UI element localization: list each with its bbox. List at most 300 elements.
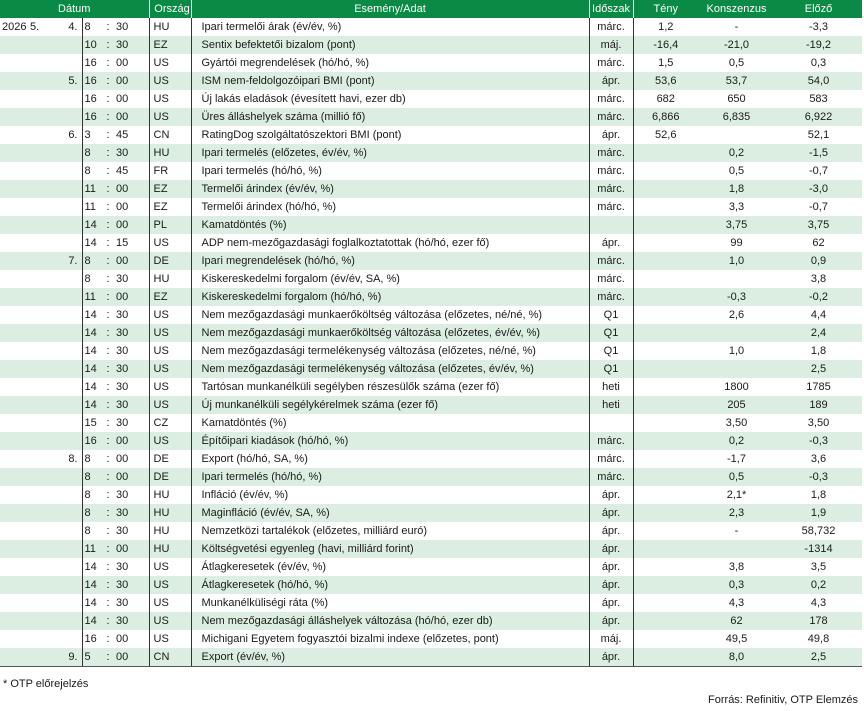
- cell-event: Gyártói megrendelések (hó/hó, %): [191, 54, 589, 72]
- header-previous: Előző: [775, 0, 862, 18]
- cell-previous: -0,2: [775, 288, 862, 306]
- cell-actual: [633, 288, 698, 306]
- cell-actual: 1,5: [633, 54, 698, 72]
- cell-hour: 8: [82, 144, 102, 162]
- cell-hour: 8: [82, 522, 102, 540]
- cell-consensus: 6,835: [698, 108, 775, 126]
- table-row: [0, 126, 862, 144]
- cell-time-separator: :: [102, 648, 114, 667]
- cell-country: US: [149, 432, 191, 450]
- cell-month: [28, 288, 54, 306]
- cell-time-separator: :: [102, 486, 114, 504]
- cell-day: 7.: [54, 252, 82, 270]
- cell-previous: 0,3: [775, 54, 862, 72]
- cell-hour: 11: [82, 540, 102, 558]
- cell-minute: 30: [114, 558, 149, 576]
- source-note: Forrás: Refinitiv, OTP Elemzés: [708, 694, 858, 706]
- cell-time-separator: :: [102, 414, 114, 432]
- cell-actual: [633, 540, 698, 558]
- table-header-row: [0, 0, 862, 18]
- cell-day: [54, 198, 82, 216]
- cell-previous: 62: [775, 234, 862, 252]
- table-row: [0, 324, 862, 342]
- cell-day: [54, 486, 82, 504]
- cell-time-separator: :: [102, 378, 114, 396]
- header-period: Időszak: [589, 0, 633, 18]
- cell-event: Sentix befektetői bizalom (pont): [191, 36, 589, 54]
- cell-year: [0, 162, 28, 180]
- cell-country: US: [149, 576, 191, 594]
- cell-hour: 14: [82, 558, 102, 576]
- table-row: [0, 522, 862, 540]
- cell-hour: 16: [82, 630, 102, 648]
- cell-actual: [633, 594, 698, 612]
- cell-minute: 30: [114, 486, 149, 504]
- cell-minute: 30: [114, 504, 149, 522]
- cell-month: [28, 540, 54, 558]
- cell-month: [28, 414, 54, 432]
- cell-hour: 14: [82, 216, 102, 234]
- cell-day: [54, 630, 82, 648]
- cell-country: US: [149, 306, 191, 324]
- cell-consensus: [698, 270, 775, 288]
- cell-minute: 30: [114, 522, 149, 540]
- cell-country: HU: [149, 144, 191, 162]
- table-row: [0, 180, 862, 198]
- cell-month: [28, 504, 54, 522]
- cell-year: [0, 468, 28, 486]
- cell-minute: 00: [114, 288, 149, 306]
- cell-time-separator: :: [102, 126, 114, 144]
- cell-country: EZ: [149, 36, 191, 54]
- table-row: [0, 270, 862, 288]
- cell-period: ápr.: [589, 594, 633, 612]
- cell-year: [0, 450, 28, 468]
- cell-period: ápr.: [589, 558, 633, 576]
- cell-month: [28, 324, 54, 342]
- cell-actual: [633, 252, 698, 270]
- cell-previous: 3,75: [775, 216, 862, 234]
- cell-minute: 15: [114, 234, 149, 252]
- table-row: [0, 36, 862, 54]
- cell-consensus: [698, 324, 775, 342]
- cell-time-separator: :: [102, 36, 114, 54]
- cell-minute: 30: [114, 360, 149, 378]
- cell-minute: 30: [114, 378, 149, 396]
- cell-year: [0, 522, 28, 540]
- cell-consensus: 49,5: [698, 630, 775, 648]
- cell-month: [28, 342, 54, 360]
- cell-period: márc.: [589, 450, 633, 468]
- cell-minute: 30: [114, 270, 149, 288]
- cell-event: Nem mezőgazdasági termelékenység változása (előzetes, né/né, %): [191, 342, 589, 360]
- cell-hour: 16: [82, 72, 102, 90]
- cell-year: [0, 324, 28, 342]
- cell-time-separator: :: [102, 504, 114, 522]
- cell-year: [0, 252, 28, 270]
- cell-time-separator: :: [102, 576, 114, 594]
- cell-event: Nem mezőgazdasági álláshelyek változása (hó/hó, ezer db): [191, 612, 589, 630]
- cell-actual: [633, 324, 698, 342]
- cell-day: [54, 378, 82, 396]
- cell-year: [0, 360, 28, 378]
- cell-month: [28, 270, 54, 288]
- cell-actual: [633, 360, 698, 378]
- table-row: [0, 90, 862, 108]
- cell-year: [0, 540, 28, 558]
- cell-year: [0, 414, 28, 432]
- cell-country: PL: [149, 216, 191, 234]
- cell-actual: [633, 270, 698, 288]
- footnote: * OTP előrejelzés: [3, 678, 89, 690]
- cell-minute: 30: [114, 414, 149, 432]
- cell-hour: 15: [82, 414, 102, 432]
- cell-consensus: 0,2: [698, 144, 775, 162]
- cell-day: [54, 36, 82, 54]
- cell-country: HU: [149, 522, 191, 540]
- cell-event: Nemzetközi tartalékok (előzetes, milliárd euró): [191, 522, 589, 540]
- cell-minute: 00: [114, 252, 149, 270]
- table-row: [0, 630, 862, 648]
- header-actual: Tény: [633, 0, 698, 18]
- cell-period: Q1: [589, 324, 633, 342]
- cell-day: [54, 306, 82, 324]
- cell-hour: 11: [82, 180, 102, 198]
- cell-day: 5.: [54, 72, 82, 90]
- cell-previous: 189: [775, 396, 862, 414]
- table-row: [0, 594, 862, 612]
- cell-time-separator: :: [102, 18, 114, 36]
- cell-period: Q1: [589, 306, 633, 324]
- cell-consensus: [698, 540, 775, 558]
- cell-month: [28, 180, 54, 198]
- cell-minute: 30: [114, 324, 149, 342]
- cell-period: ápr.: [589, 72, 633, 90]
- table-row: [0, 216, 862, 234]
- cell-country: US: [149, 108, 191, 126]
- cell-minute: 00: [114, 468, 149, 486]
- cell-event: Kiskereskedelmi forgalom (év/év, SA, %): [191, 270, 589, 288]
- cell-event: Építőipari kiadások (hó/hó, %): [191, 432, 589, 450]
- table-row: [0, 252, 862, 270]
- cell-previous: 4,4: [775, 306, 862, 324]
- cell-hour: 16: [82, 108, 102, 126]
- cell-consensus: 0,5: [698, 162, 775, 180]
- cell-previous: 583: [775, 90, 862, 108]
- table-row: [0, 234, 862, 252]
- cell-minute: 45: [114, 126, 149, 144]
- cell-time-separator: :: [102, 54, 114, 72]
- table-row: [0, 198, 862, 216]
- cell-month: [28, 396, 54, 414]
- cell-consensus: 3,8: [698, 558, 775, 576]
- table-row: [0, 414, 862, 432]
- cell-day: [54, 270, 82, 288]
- cell-event: Michigani Egyetem fogyasztói bizalmi indexe (előzetes, pont): [191, 630, 589, 648]
- cell-previous: 3,5: [775, 558, 862, 576]
- cell-time-separator: :: [102, 342, 114, 360]
- cell-event: Maginfláció (év/év, SA, %): [191, 504, 589, 522]
- cell-hour: 16: [82, 432, 102, 450]
- cell-country: DE: [149, 450, 191, 468]
- cell-country: HU: [149, 18, 191, 36]
- cell-day: [54, 342, 82, 360]
- cell-month: [28, 36, 54, 54]
- cell-year: [0, 288, 28, 306]
- cell-minute: 00: [114, 72, 149, 90]
- cell-previous: 1,8: [775, 342, 862, 360]
- cell-consensus: -: [698, 18, 775, 36]
- cell-minute: 30: [114, 576, 149, 594]
- cell-previous: -0,7: [775, 162, 862, 180]
- cell-country: DE: [149, 468, 191, 486]
- cell-period: ápr.: [589, 504, 633, 522]
- cell-consensus: 2,1*: [698, 486, 775, 504]
- cell-event: Új lakás eladások (évesített havi, ezer db): [191, 90, 589, 108]
- cell-country: US: [149, 324, 191, 342]
- cell-consensus: -: [698, 522, 775, 540]
- cell-hour: 16: [82, 54, 102, 72]
- cell-year: [0, 126, 28, 144]
- cell-event: Átlagkeresetek (hó/hó, %): [191, 576, 589, 594]
- cell-country: EZ: [149, 180, 191, 198]
- cell-consensus: 1,0: [698, 252, 775, 270]
- cell-consensus: 3,75: [698, 216, 775, 234]
- cell-consensus: 8,0: [698, 648, 775, 667]
- cell-country: CN: [149, 126, 191, 144]
- cell-previous: 178: [775, 612, 862, 630]
- cell-actual: [633, 576, 698, 594]
- cell-day: [54, 612, 82, 630]
- table-row: [0, 504, 862, 522]
- cell-consensus: 0,5: [698, 54, 775, 72]
- cell-day: [54, 162, 82, 180]
- cell-day: [54, 216, 82, 234]
- cell-country: HU: [149, 486, 191, 504]
- cell-actual: [633, 612, 698, 630]
- cell-hour: 14: [82, 360, 102, 378]
- cell-year: [0, 90, 28, 108]
- cell-year: [0, 486, 28, 504]
- cell-hour: 14: [82, 612, 102, 630]
- cell-actual: [633, 648, 698, 667]
- cell-time-separator: :: [102, 360, 114, 378]
- cell-minute: 00: [114, 432, 149, 450]
- cell-period: márc.: [589, 180, 633, 198]
- cell-year: [0, 342, 28, 360]
- cell-month: [28, 450, 54, 468]
- cell-day: [54, 558, 82, 576]
- cell-previous: 2,4: [775, 324, 862, 342]
- cell-minute: 30: [114, 36, 149, 54]
- cell-minute: 00: [114, 630, 149, 648]
- cell-time-separator: :: [102, 252, 114, 270]
- cell-month: [28, 144, 54, 162]
- cell-previous: 0,9: [775, 252, 862, 270]
- cell-time-separator: :: [102, 234, 114, 252]
- cell-country: EZ: [149, 198, 191, 216]
- cell-time-separator: :: [102, 522, 114, 540]
- cell-event: Ipari termelés (előzetes, év/év, %): [191, 144, 589, 162]
- cell-actual: 1,2: [633, 18, 698, 36]
- cell-country: HU: [149, 270, 191, 288]
- table-row: [0, 468, 862, 486]
- cell-event: Export (év/év, %): [191, 648, 589, 667]
- table-row: [0, 450, 862, 468]
- cell-time-separator: :: [102, 450, 114, 468]
- cell-day: [54, 288, 82, 306]
- cell-country: US: [149, 360, 191, 378]
- cell-actual: [633, 378, 698, 396]
- cell-previous: 1,9: [775, 504, 862, 522]
- cell-period: heti: [589, 378, 633, 396]
- cell-consensus: 0,5: [698, 468, 775, 486]
- cell-period: márc.: [589, 18, 633, 36]
- cell-actual: [633, 162, 698, 180]
- cell-actual: [633, 180, 698, 198]
- cell-day: [54, 540, 82, 558]
- cell-event: Nem mezőgazdasági munkaerőköltség változása (előzetes, év/év, %): [191, 324, 589, 342]
- cell-time-separator: :: [102, 288, 114, 306]
- cell-month: [28, 594, 54, 612]
- cell-year: [0, 54, 28, 72]
- cell-consensus: -1,7: [698, 450, 775, 468]
- cell-consensus: 3,3: [698, 198, 775, 216]
- cell-consensus: 0,2: [698, 432, 775, 450]
- cell-consensus: [698, 126, 775, 144]
- cell-year: [0, 108, 28, 126]
- cell-day: [54, 504, 82, 522]
- cell-period: márc.: [589, 162, 633, 180]
- cell-previous: -1,5: [775, 144, 862, 162]
- cell-country: US: [149, 72, 191, 90]
- cell-hour: 14: [82, 234, 102, 252]
- cell-actual: [633, 450, 698, 468]
- cell-previous: 2,5: [775, 648, 862, 667]
- cell-period: ápr.: [589, 540, 633, 558]
- cell-month: [28, 90, 54, 108]
- cell-hour: 11: [82, 198, 102, 216]
- cell-consensus: 3,50: [698, 414, 775, 432]
- cell-time-separator: :: [102, 198, 114, 216]
- cell-time-separator: :: [102, 432, 114, 450]
- cell-consensus: 2,6: [698, 306, 775, 324]
- cell-event: Nem mezőgazdasági munkaerőköltség változása (előzetes, né/né, %): [191, 306, 589, 324]
- cell-month: [28, 612, 54, 630]
- cell-month: [28, 648, 54, 667]
- table-row: [0, 288, 862, 306]
- cell-event: Munkanélküliségi ráta (%): [191, 594, 589, 612]
- cell-country: FR: [149, 162, 191, 180]
- cell-event: Ipari megrendelések (hó/hó, %): [191, 252, 589, 270]
- cell-event: Tartósan munkanélküli segélyben részesülők száma (ezer fő): [191, 378, 589, 396]
- cell-hour: 8: [82, 18, 102, 36]
- cell-day: [54, 180, 82, 198]
- cell-period: ápr.: [589, 126, 633, 144]
- cell-previous: 58,732: [775, 522, 862, 540]
- cell-minute: 45: [114, 162, 149, 180]
- cell-period: márc.: [589, 198, 633, 216]
- cell-actual: [633, 630, 698, 648]
- cell-year: [0, 648, 28, 667]
- cell-year: [0, 234, 28, 252]
- cell-actual: [633, 306, 698, 324]
- cell-consensus: 4,3: [698, 594, 775, 612]
- header-consensus: Konszenzus: [698, 0, 775, 18]
- cell-previous: -3,0: [775, 180, 862, 198]
- cell-day: [54, 576, 82, 594]
- cell-minute: 30: [114, 342, 149, 360]
- cell-hour: 16: [82, 90, 102, 108]
- cell-country: US: [149, 234, 191, 252]
- cell-year: [0, 180, 28, 198]
- cell-actual: [633, 342, 698, 360]
- cell-event: Ipari termelés (hó/hó, %): [191, 468, 589, 486]
- cell-time-separator: :: [102, 162, 114, 180]
- cell-period: márc.: [589, 468, 633, 486]
- cell-time-separator: :: [102, 540, 114, 558]
- cell-country: US: [149, 378, 191, 396]
- cell-period: ápr.: [589, 612, 633, 630]
- cell-actual: [633, 468, 698, 486]
- cell-month: [28, 234, 54, 252]
- cell-previous: 3,8: [775, 270, 862, 288]
- cell-year: [0, 630, 28, 648]
- cell-minute: 00: [114, 108, 149, 126]
- cell-time-separator: :: [102, 144, 114, 162]
- table-row: [0, 162, 862, 180]
- cell-country: DE: [149, 252, 191, 270]
- cell-day: [54, 432, 82, 450]
- cell-month: [28, 162, 54, 180]
- cell-previous: -0,7: [775, 198, 862, 216]
- cell-event: Nem mezőgazdasági termelékenység változása (előzetes, év/év, %): [191, 360, 589, 378]
- table-row: [0, 342, 862, 360]
- cell-day: [54, 594, 82, 612]
- cell-country: CZ: [149, 414, 191, 432]
- cell-previous: 4,3: [775, 594, 862, 612]
- cell-year: [0, 432, 28, 450]
- cell-period: ápr.: [589, 486, 633, 504]
- cell-period: heti: [589, 396, 633, 414]
- cell-day: [54, 522, 82, 540]
- cell-actual: [633, 432, 698, 450]
- cell-previous: -0,3: [775, 432, 862, 450]
- cell-hour: 14: [82, 378, 102, 396]
- cell-consensus: -21,0: [698, 36, 775, 54]
- cell-previous: 54,0: [775, 72, 862, 90]
- cell-year: [0, 504, 28, 522]
- cell-previous: 52,1: [775, 126, 862, 144]
- header-date: Dátum: [0, 0, 149, 18]
- cell-actual: [633, 522, 698, 540]
- cell-day: [54, 468, 82, 486]
- table-row: [0, 540, 862, 558]
- cell-period: máj.: [589, 36, 633, 54]
- cell-month: [28, 126, 54, 144]
- cell-event: ISM nem-feldolgozóipari BMI (pont): [191, 72, 589, 90]
- cell-day: [54, 396, 82, 414]
- table-row: [0, 54, 862, 72]
- cell-hour: 14: [82, 576, 102, 594]
- cell-hour: 14: [82, 342, 102, 360]
- cell-hour: 8: [82, 486, 102, 504]
- cell-consensus: 2,3: [698, 504, 775, 522]
- cell-time-separator: :: [102, 630, 114, 648]
- table-row: [0, 108, 862, 126]
- cell-day: [54, 108, 82, 126]
- cell-actual: 6,866: [633, 108, 698, 126]
